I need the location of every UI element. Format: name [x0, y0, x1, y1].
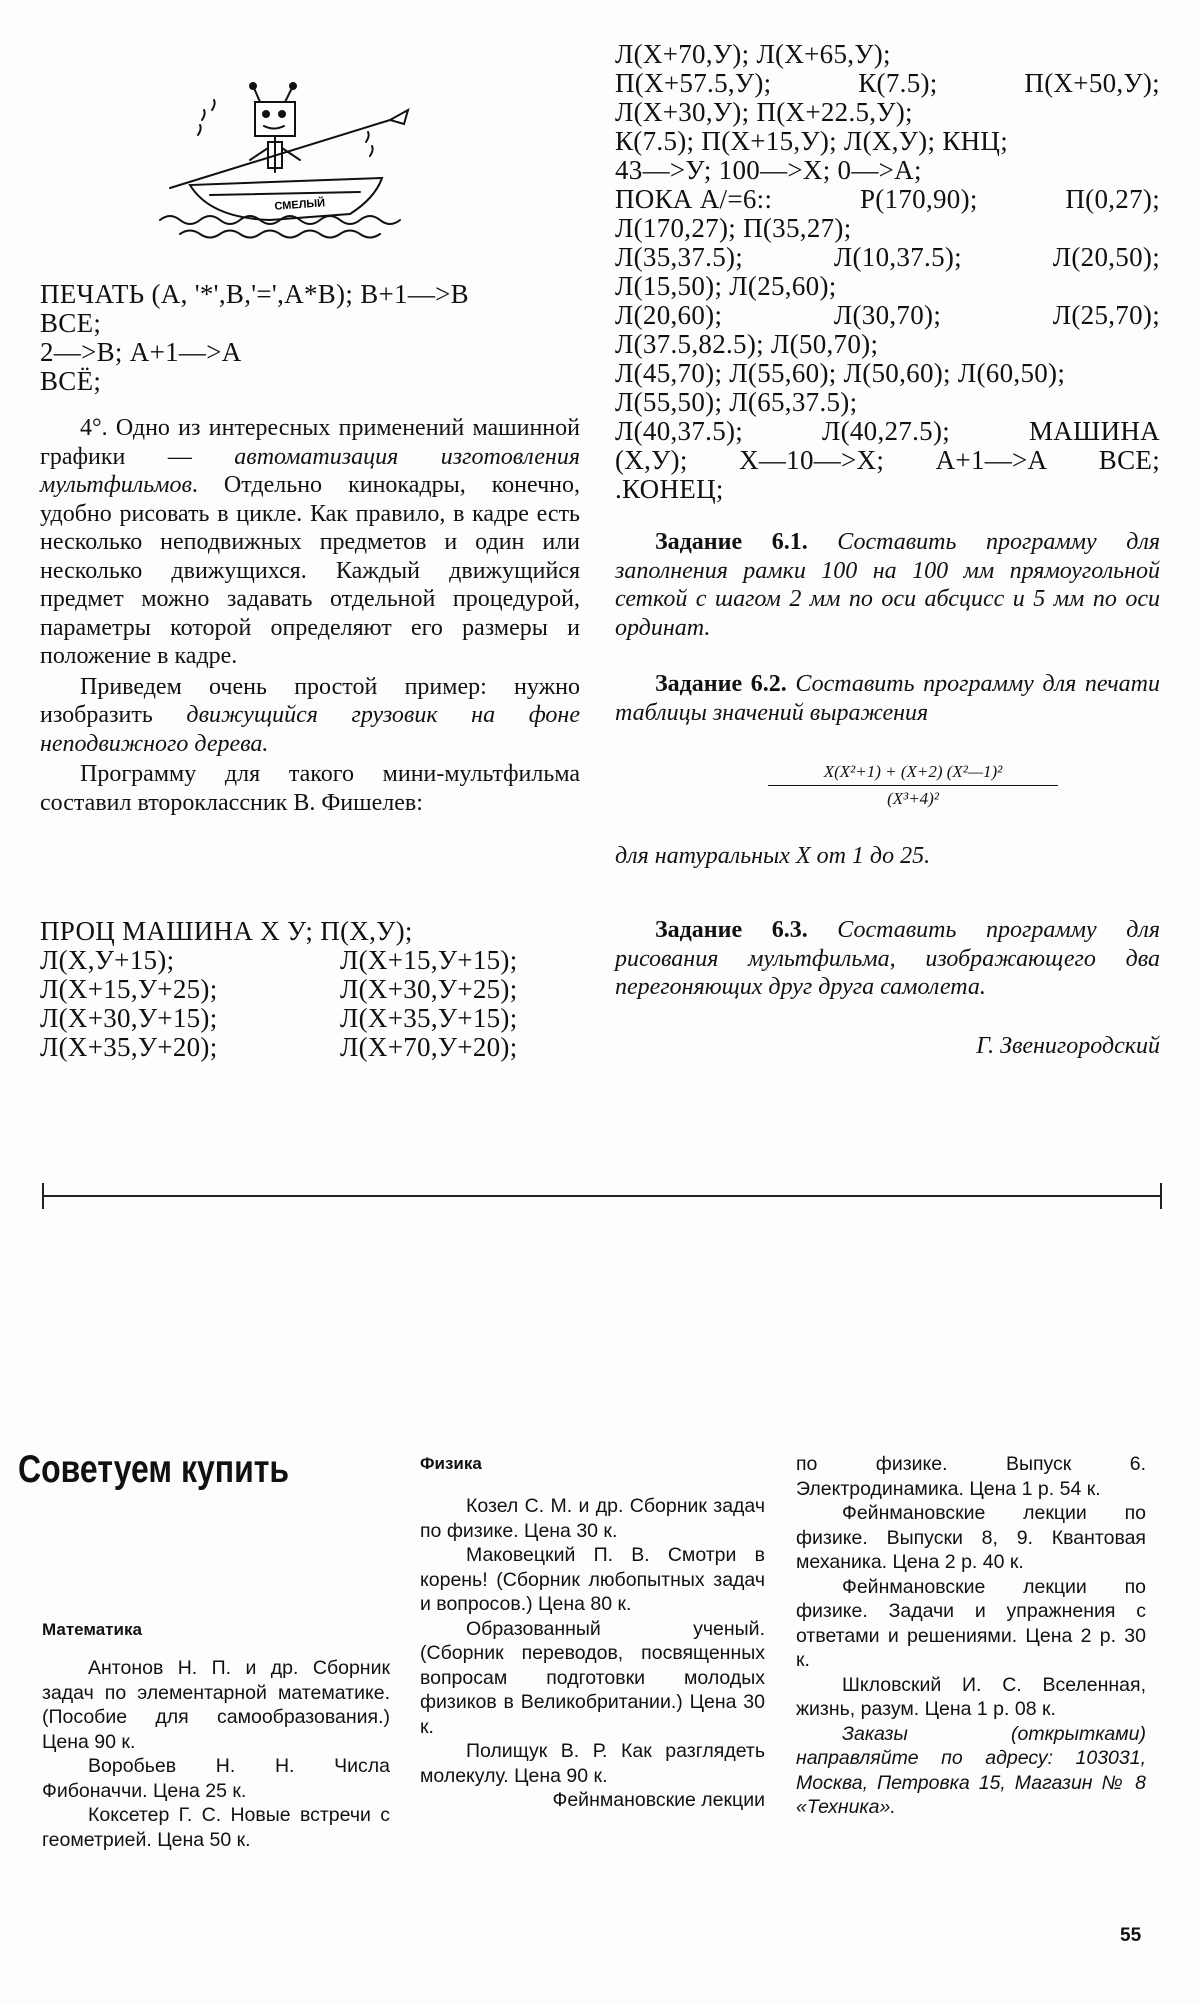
code-line: Л(55,50); Л(65,37.5); [615, 387, 858, 417]
list-item: Антонов Н. П. и др. Сборник задач по элементарной математике. (Пособие для самообразования.) Цена 90 к. [42, 1657, 390, 1753]
left-code-block [40, 280, 580, 396]
list-item: Фейнмановские лекции [552, 1789, 765, 1811]
task-label: Задание 6.2. [655, 671, 787, 697]
code-line: ВСЕ; [40, 308, 102, 338]
code-line: 43—>У; 100—>Х; 0—>А; [615, 155, 922, 185]
paragraph-author: Программу для такого мини-мультфильма составил второклассник В. Фишелев: [40, 761, 580, 816]
code-line: Л(37.5,82.5); Л(50,70); [615, 329, 879, 359]
paragraph-automation: 4°. Одно из интересных применений машинной графики — автоматизация изготовления мультфильмов. Отдельно кинокадры, конечно, удобно рисовать в цикле. Как правило, в кадре есть несколько неподвижных предметов и один или несколько движущихся. Каждый движущийся предмет можно задавать отдельной процедурой, параметры которой определяют его размеры и положение в кадре. [40, 415, 580, 669]
code-row: Л(Х+35,У+20); Л(Х+70,У+20); [40, 1032, 518, 1062]
list-item: Воробьев Н. Н. Числа Фибоначчи. Цена 25 к. [42, 1755, 390, 1802]
boat-label: СМЕЛЫЙ [274, 197, 326, 213]
emphasis: автоматизация изготовления мультфильмов [40, 443, 580, 498]
author-signature: Г. Звенигородский [976, 1033, 1160, 1059]
code-line: Л(Х+30,У); П(Х+22.5,У); [615, 97, 913, 127]
procedure-code [40, 917, 570, 1062]
task-6-3: Задание 6.3. Составить программу для рисования мультфильма, изображающего два перегоняющих друг друга самолета. [615, 917, 1160, 1000]
physics-section [420, 1454, 765, 1813]
math-list [42, 1656, 390, 1852]
code-line: Л(40,37.5); Л(40,27.5); МАШИНА [615, 416, 1160, 446]
code-row: Л(Х+30,У+15); Л(Х+35,У+15); [40, 1003, 518, 1033]
page-number: 55 [1120, 1925, 1142, 1946]
code-line: (Х,У); Х—10—>Х; А+1—>А ВСЕ; [615, 445, 1160, 475]
divider-tick-left [42, 1183, 44, 1209]
orders-note: Заказы (открытками) направляйте по адресу: 103031, Москва, Петровка 15, Магазин № 8 «Техника». [796, 1722, 1146, 1818]
list-item: Маковецкий П. В. Смотри в корень! (Сборник любопытных задач и вопросов.) Цена 80 к. [420, 1544, 765, 1615]
list-item: Образованный ученый. (Сборник переводов, посвященных вопросам подготовки молодых физиков в Великобритании.) Цена 30 к. [420, 1617, 765, 1738]
right-code-block [615, 40, 1160, 504]
code-line: Л(20,60); Л(30,70); Л(25,70); [615, 300, 1160, 330]
code-row: Л(Х+15,У+25); Л(Х+30,У+25); [40, 974, 518, 1004]
code-line: Л(35,37.5); Л(10,37.5); Л(20,50); [615, 242, 1160, 272]
math-heading: Математика [42, 1620, 142, 1639]
code-line: .КОНЕЦ; [615, 474, 724, 504]
formula-numerator: X(X²+1) + (X+2) (X²—1)² [768, 762, 1058, 786]
divider-tick-right [1160, 1183, 1162, 1209]
code-line: К(7.5); П(Х+15,У); Л(Х,У); КНЦ; [615, 126, 1009, 156]
list-item: Коксетер Г. С. Новые встречи с геометрией. Цена 50 к. [42, 1804, 390, 1851]
code-line: Л(Х+70,У); Л(Х+65,У); [615, 39, 891, 69]
code-line: П(Х+57.5,У); К(7.5); П(Х+50,У); [615, 68, 1160, 98]
task-label: Задание 6.3. [655, 917, 808, 943]
task-6-2-tail: для натуральных X от 1 до 25. [615, 843, 931, 869]
task-6-2: Задание 6.2. Составить программу для печати таблицы значений выражения [615, 671, 1161, 726]
list-item: Шкловский И. С. Вселенная, жизнь, разум. Цена 1 р. 08 к. [796, 1673, 1146, 1720]
article-text [40, 414, 580, 817]
section-divider [42, 1195, 1162, 1197]
math-section [42, 1620, 390, 1852]
list-item: Фейнмановские лекции по физике. Выпуски 8, 9. Квантовая механика. Цена 2 р. 40 к. [796, 1502, 1146, 1573]
physics-continued [796, 1452, 1146, 1820]
formula [768, 762, 1058, 809]
code-line: ВСЁ; [40, 366, 102, 396]
list-item-continued: по физике. Выпуск 6. Электродинамика. Цена 1 р. 54 к. [796, 1453, 1146, 1500]
code-line: ПОКА А/=6:: Р(170,90); П(0,27); [615, 184, 1160, 214]
ad-title: Советуем купить [18, 1448, 290, 1491]
proc-header: ПРОЦ МАШИНА Х У; П(Х,У); [40, 916, 413, 946]
task-6-1: Задание 6.1. Составить программу для заполнения рамки 100 на 100 мм прямоугольной сеткой с шагом 2 мм по оси абсцисс и 5 мм по оси ординат. [615, 529, 1160, 641]
list-item: Полищук В. Р. Как разглядеть молекулу. Цена 90 к. [420, 1740, 765, 1787]
formula-denominator: (X³+4)² [887, 789, 939, 808]
list-item: Козел С. М. и др. Сборник задач по физике. Цена 30 к. [420, 1495, 765, 1542]
emphasis: движущийся грузовик на фоне неподвижного дерева. [40, 702, 580, 757]
list-item: Фейнмановские лекции по физике. Задачи и упражнения с ответами и решениями. Цена 2 р. 30 к. [796, 1575, 1146, 1671]
task-label: Задание 6.1. [655, 529, 808, 555]
code-row: Л(Х,У+15); Л(Х+15,У+15); [40, 945, 518, 975]
robot-boat-illustration [150, 80, 410, 250]
code-line: 2—>В; А+1—>А [40, 337, 242, 367]
code-line: Л(170,27); П(35,27); [615, 213, 852, 243]
code-line: Л(15,50); Л(25,60); [615, 271, 837, 301]
paragraph-example: Приведем очень простой пример: нужно изобразить движущийся грузовик на фоне неподвижного дерева. [40, 673, 580, 757]
code-line: ПЕЧАТЬ (А, '*',В,'=',А*В); В+1—>В [40, 279, 469, 309]
code-line: Л(45,70); Л(55,60); Л(50,60); Л(60,50); [615, 358, 1066, 388]
physics-heading: Физика [420, 1454, 482, 1473]
physics-list [420, 1494, 765, 1813]
